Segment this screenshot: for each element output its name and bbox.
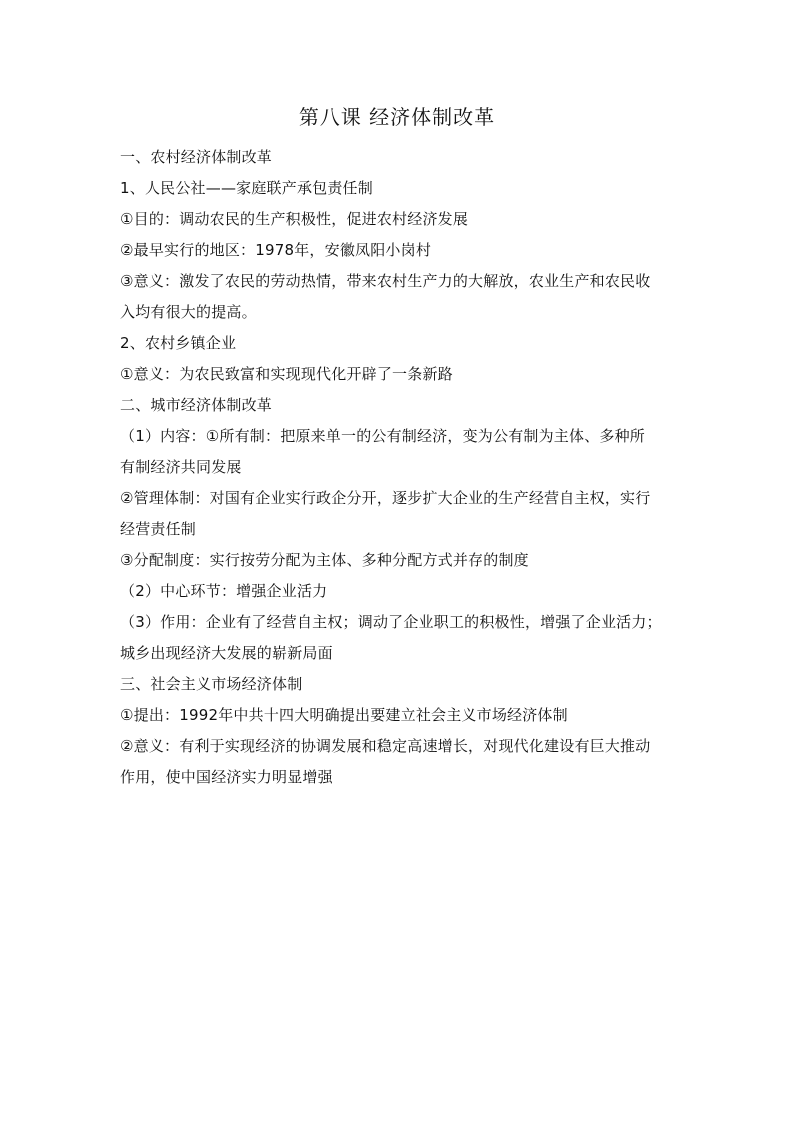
text-significance-line-2: 入均有很大的提高。 — [120, 303, 257, 321]
text-effect-line-2: 城乡出现经济大发展的崭新局面 — [120, 644, 333, 662]
section-heading-urban-reform: 二、城市经济体制改革 — [120, 396, 273, 414]
text-management-line-1: ②管理体制：对国有企业实行政企分开，逐步扩大企业的生产经营自主权，实行 — [120, 489, 651, 507]
document-body — [120, 142, 682, 793]
text-management-line-2: 经营责任制 — [120, 520, 197, 538]
text-ownership-line-1: （1）内容：①所有制：把原来单一的公有制经济，变为公有制为主体、多种所 — [120, 427, 645, 445]
text-effect-line-1: （3）作用：企业有了经营自主权；调动了企业职工的积极性，增强了企业活力； — [120, 613, 662, 631]
text-distribution-system: ③分配制度：实行按劳分配为主体、多种分配方式并存的制度 — [120, 551, 529, 569]
section-heading-market-economy: 三、社会主义市场经济体制 — [120, 675, 303, 693]
subheading-township-enterprises: 2、农村乡镇企业 — [120, 334, 237, 352]
text-significance-line-1: ③意义：激发了农民的劳动热情，带来农村生产力的大解放，农业生产和农民收 — [120, 272, 651, 290]
text-earliest-region: ②最早实行的地区：1978年，安徽凤阳小岗村 — [120, 241, 432, 259]
section-heading-rural-reform: 一、农村经济体制改革 — [120, 148, 273, 166]
text-proposal: ①提出：1992年中共十四大明确提出要建立社会主义市场经济体制 — [120, 706, 568, 724]
text-township-significance: ①意义：为农民致富和实现现代化开辟了一条新路 — [120, 365, 453, 383]
subheading-household-responsibility: 1、人民公社——家庭联产承包责任制 — [120, 179, 373, 197]
text-ownership-line-2: 有制经济共同发展 — [120, 458, 242, 476]
page-title: 第八课 经济体制改革 — [298, 105, 496, 129]
text-market-significance-line-2: 作用，使中国经济实力明显增强 — [120, 768, 333, 786]
text-purpose: ①目的：调动农民的生产积极性，促进农村经济发展 — [120, 210, 469, 228]
text-central-link: （2）中心环节：增强企业活力 — [120, 582, 328, 600]
text-market-significance-line-1: ②意义：有利于实现经济的协调发展和稳定高速增长，对现代化建设有巨大推动 — [120, 737, 651, 755]
